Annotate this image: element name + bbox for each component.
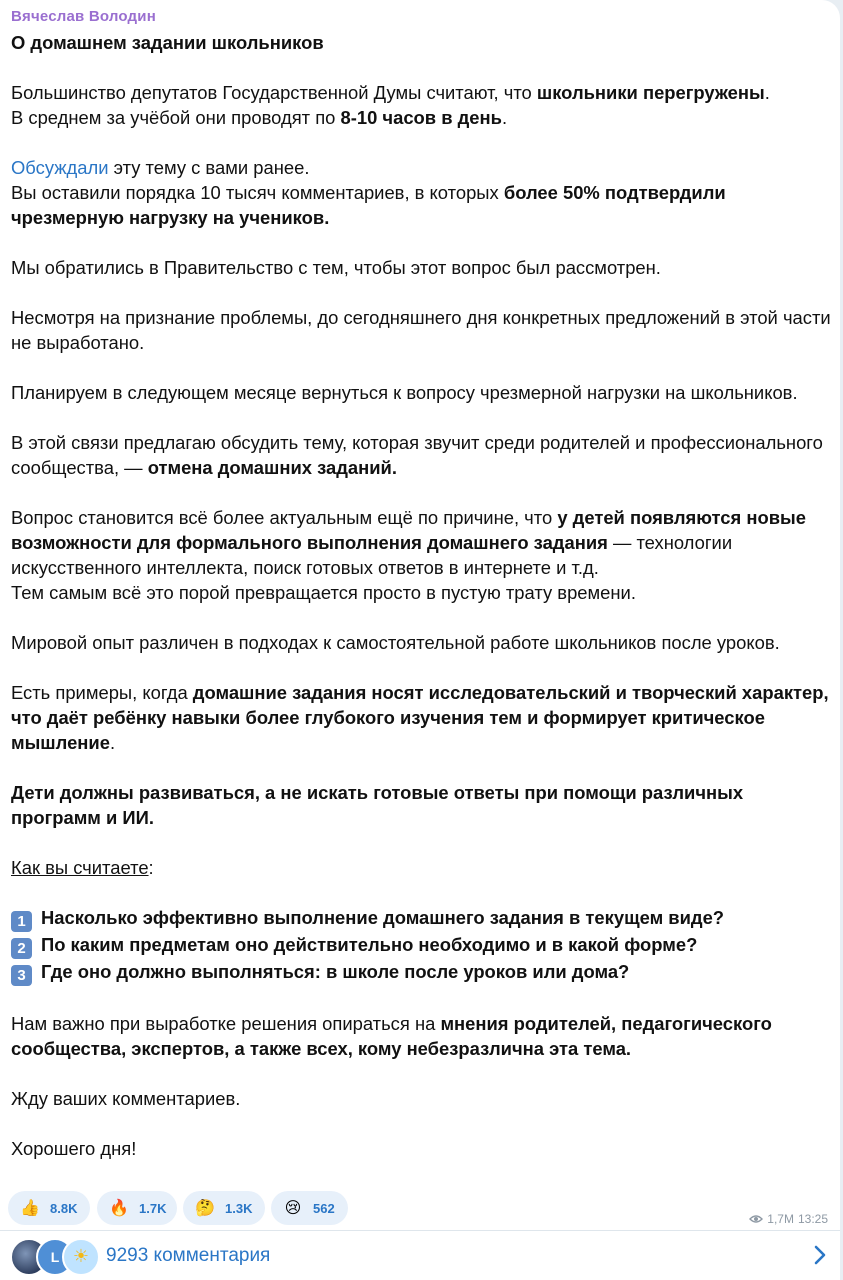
chevron-right-icon: [814, 1245, 826, 1265]
paragraph-16: Жду ваших комментариев.: [11, 1088, 241, 1109]
reaction-count: 562: [313, 1200, 335, 1216]
question-2: 2 По каким предметам оно действительно необходимо и в какой форме?: [11, 932, 837, 959]
crying-face-icon: 😢: [284, 1198, 302, 1217]
paragraph-8: В этой связи предлагаю обсудить тему, которая звучит среди родителей и профессионального сообщества, — отмена домашних заданий.: [11, 432, 823, 478]
reaction-count: 1.3K: [225, 1200, 253, 1216]
paragraph-5: Мы обратились в Правительство с тем, чтобы этот вопрос был рассмотрен.: [11, 257, 661, 278]
avatar: L: [36, 1238, 74, 1276]
paragraph-6: Несмотря на признание проблемы, до сегодняшнего дня конкретных предложений в этой части не выработано.: [11, 307, 831, 353]
comments-button[interactable]: [0, 1231, 840, 1280]
paragraph-10: Тем самым всё это порой превращается просто в пустую трату времени.: [11, 582, 636, 603]
keycap-1-icon: 1: [11, 911, 32, 932]
reaction-count: 8.8K: [50, 1200, 78, 1216]
eye-icon: [749, 1214, 763, 1224]
paragraph-9: Вопрос становится всё более актуальным ещё по причине, что у детей появляются новые возможности для формального выполнения домашнего задания — технологии искусственного интеллекта, поиск готовых ответов в интернете и т.д.: [11, 507, 806, 578]
message-meta: [749, 1212, 828, 1226]
comments-label: 9293 комментария: [106, 1244, 271, 1266]
paragraph-7: Планируем в следующем месяце вернуться к вопросу чрезмерной нагрузки на школьников.: [11, 382, 798, 403]
post-title: О домашнем задании школьников: [11, 32, 324, 53]
thinking-face-icon: 🤔: [195, 1198, 215, 1217]
paragraph-15: Нам важно при выработке решения опираться на мнения родителей, педагогического сообщества, экспертов, а также всех, кому небезразлична эта тема.: [11, 1013, 772, 1059]
message-time: 13:25: [797, 1212, 828, 1226]
reaction-fire[interactable]: [97, 1191, 177, 1225]
message-text: [11, 30, 837, 1161]
discussed-link[interactable]: Обсуждали: [11, 157, 109, 178]
sun-icon: ☀: [62, 1238, 100, 1276]
paragraph-4: Вы оставили порядка 10 тысяч комментариев, в которых более 50% подтвердили чрезмерную нагрузку на учеников.: [11, 182, 726, 228]
keycap-2-icon: 2: [11, 938, 32, 959]
reaction-thinking[interactable]: [183, 1191, 265, 1225]
reaction-thumbs-up[interactable]: [8, 1191, 90, 1225]
paragraph-3: Обсуждали эту тему с вами ранее.: [11, 157, 310, 178]
commenter-avatars: [10, 1238, 102, 1274]
question-1: 1 Насколько эффективно выполнение домашнего задания в текущем виде?: [11, 905, 837, 932]
keycap-3-icon: 3: [11, 965, 32, 986]
fire-icon: 🔥: [109, 1198, 129, 1217]
paragraph-11: Мировой опыт различен в подходах к самостоятельной работе школьников после уроков.: [11, 632, 780, 653]
paragraph-1: Большинство депутатов Государственной Думы считают, что школьники перегружены.: [11, 82, 770, 103]
paragraph-12: Есть примеры, когда домашние задания носят исследовательский и творческий характер, что даёт ребёнку навыки более глубокого изучения тем и формирует критическое мышление.: [11, 682, 829, 753]
thumbs-up-icon: 👍: [20, 1198, 40, 1217]
question-3: 3 Где оно должно выполняться: в школе после уроков или дома?: [11, 959, 837, 986]
paragraph-17: Хорошего дня!: [11, 1138, 137, 1159]
reaction-crying[interactable]: [271, 1191, 348, 1225]
author-name[interactable]: Вячеслав Володин: [11, 8, 156, 25]
reaction-count: 1.7K: [139, 1200, 167, 1216]
view-count: 1,7M: [767, 1212, 794, 1226]
paragraph-14: Как вы считаете:: [11, 857, 154, 878]
paragraph-2: В среднем за учёбой они проводят по 8-10 часов в день.: [11, 107, 508, 128]
paragraph-13: Дети должны развиваться, а не искать готовые ответы при помощи различных программ и ИИ.: [11, 782, 744, 828]
